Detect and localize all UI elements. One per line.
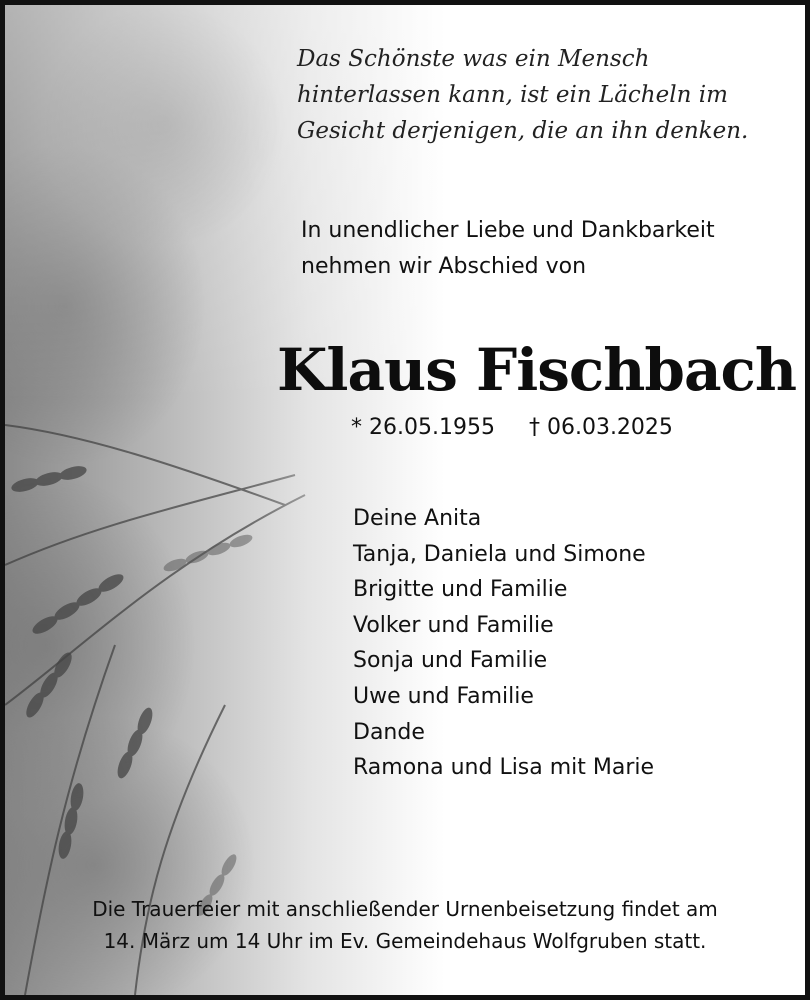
mourner-entry: Uwe und Familie <box>353 683 534 709</box>
mourner-entry: Sonja und Familie <box>353 648 548 674</box>
farewell-intro <box>301 213 715 285</box>
intro-line: In unendlicher Liebe und Dankbarkeit <box>301 218 715 243</box>
death-date: † 06.03.2025 <box>528 415 673 440</box>
mourner-entry: Dande <box>353 719 425 745</box>
quote-line: Gesicht derjenigen, die an ihn denken. <box>297 118 749 144</box>
memorial-quote <box>297 41 748 149</box>
mourners-list <box>353 501 654 786</box>
mourner-entry: Volker und Familie <box>353 612 554 638</box>
mourner-entry: Deine Anita <box>353 506 482 531</box>
quote-line: Das Schönste was ein Mensch <box>297 46 650 72</box>
mourner-entry: Brigitte und Familie <box>353 577 568 603</box>
wheat-field-background-image <box>5 5 805 995</box>
mourner-entry: Ramona und Lisa mit Marie <box>353 755 655 781</box>
quote-line: hinterlassen kann, ist ein Lächeln im <box>297 82 728 108</box>
life-dates <box>351 413 673 443</box>
mourner-entry: Tanja, Daniela und Simone <box>353 541 646 567</box>
funeral-line: 14. März um 14 Uhr im Ev. Gemeindehaus Wolfgruben statt. <box>103 929 707 953</box>
deceased-name: Klaus Fischbach <box>277 336 797 404</box>
birth-date: * 26.05.1955 <box>351 415 495 440</box>
intro-line: nehmen wir Abschied von <box>301 254 587 279</box>
funeral-notice <box>5 893 805 957</box>
funeral-line: Die Trauerfeier mit anschließender Urnenbeisetzung findet am <box>92 897 718 921</box>
